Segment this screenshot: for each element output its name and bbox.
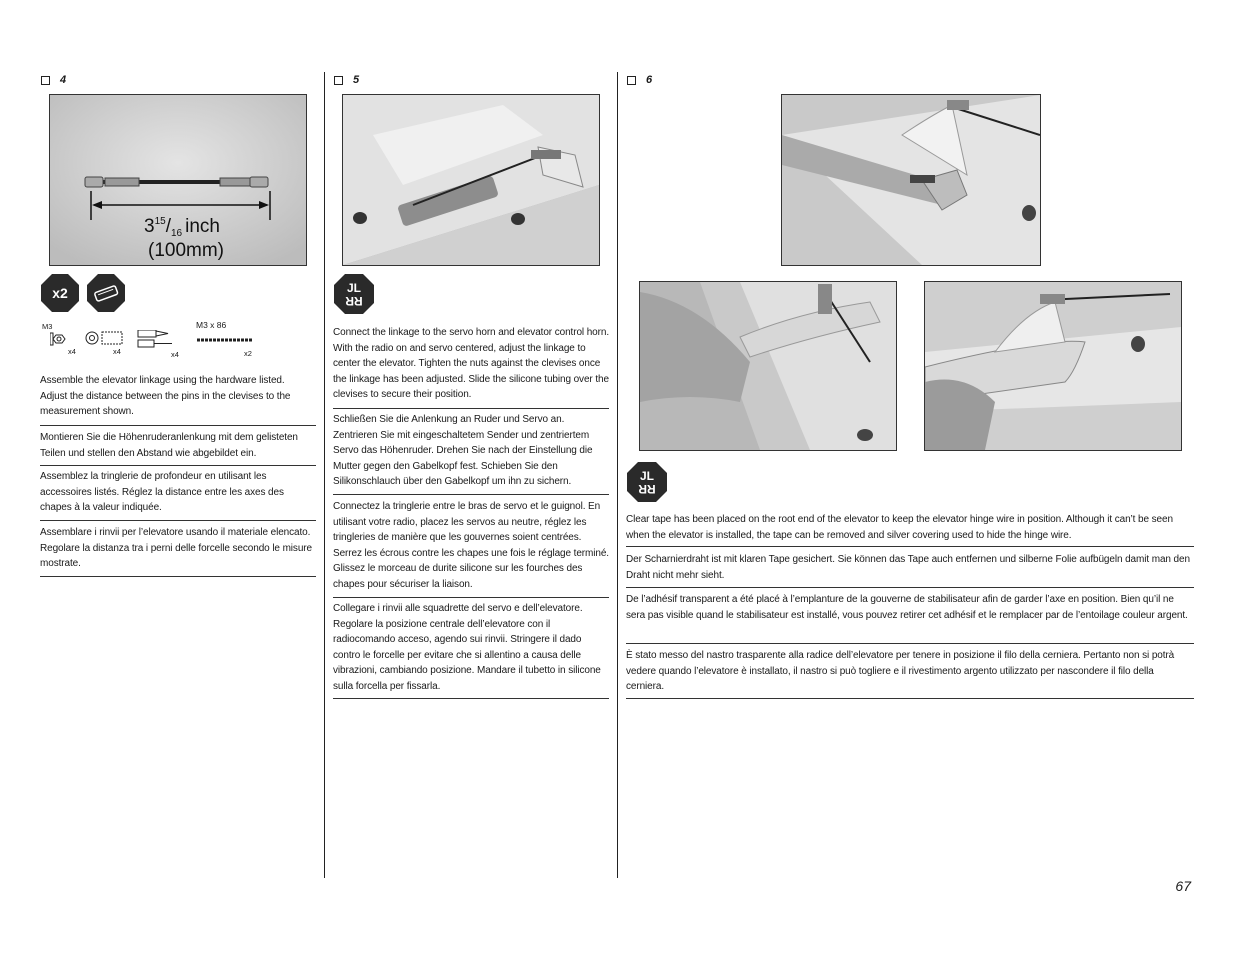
hinge-wire-illustration — [640, 282, 896, 450]
text-it: Assemblare i rinvii per l’elevatore usando il materiale elencato. Regolare la distanza tra i perni delle forcelle secondo le misure mostrate. — [40, 527, 312, 569]
step-4-header — [41, 74, 66, 86]
step-6-header — [627, 74, 652, 86]
dim-main: 3 — [144, 216, 155, 237]
text-de: Der Scharnierdraht ist mit klaren Tape gesichert. Sie können das Tape auch entfernen und silberne Folie aufbügeln damit man den Draht nicht mehr sieht. — [626, 554, 1190, 581]
hardware-icons — [50, 330, 260, 348]
divider — [40, 520, 316, 521]
column-divider — [617, 72, 618, 878]
divider — [333, 597, 609, 598]
step-5-header — [334, 74, 359, 86]
dim-sup: 15 — [154, 216, 166, 227]
text-fr: Connectez la tringlerie entre le bras de servo et le guignol. En utilisant votre radio, placez les servos au neutre, réglez les tringleries de manière que les gouvernes soient centrées. Serrez les écrous contre les chapes une fois le réglage terminé. Glissez le morceau de durite silicone sur les fourches des chapes pour sécuriser la liaison. — [333, 501, 609, 590]
x2-icon — [40, 273, 80, 313]
svg-text:RR: RR — [345, 294, 363, 308]
divider — [40, 465, 316, 466]
text-en: Assemble the elevator linkage using the hardware listed. Adjust the distance between the pins in the clevises to the measurement shown. — [40, 375, 291, 417]
text-de: Schließen Sie die Anlenkung an Ruder und Servo an. Zentrieren Sie mit eingeschaltetem Sender und zentriertem Servo das Höhenruder. Drehen Sie nach der Einstellung die Mutter gegen den Gabelkopf fest. Schieben Sie den Silikonschlauch über den Gabelkopf um ihn zu sichern. — [333, 414, 593, 487]
text-de: Montieren Sie die Höhenruderanlenkung mit dem gelisteten Teilen und stellen den Abstand wie abgebildet ein. — [40, 432, 298, 459]
checkbox-icon[interactable] — [41, 76, 50, 85]
step-number: 6 — [646, 74, 653, 86]
dim-unit: inch — [185, 216, 220, 237]
svg-text:RR: RR — [638, 482, 656, 496]
divider — [333, 408, 609, 409]
servo-connection-photo — [342, 94, 600, 266]
checkbox-icon[interactable] — [627, 76, 636, 85]
divider — [333, 494, 609, 495]
divider — [626, 546, 1194, 547]
svg-text:JL: JL — [346, 281, 362, 295]
divider — [626, 587, 1194, 588]
dim-sub: 16 — [170, 228, 183, 239]
divider — [626, 643, 1194, 644]
text-en: Clear tape has been placed on the root end of the elevator to keep the elevator hinge wire in position. Although it can’t be seen when the elevator is installed, the tape can be removed and silver covering used to hide the hinge wire. — [626, 514, 1173, 541]
text-fr: De l’adhésif transparent a été placé à l’emplanture de la gouverne de stabilisateur afin de garder l’axe en position. Bien qu’il ne sera pas visible quand le stabilisateur est installé, vous pouvez retirer cet adhésif et le remplacer par de l’entoilage couleur argent. — [626, 594, 1188, 621]
hw-qty: x4 — [113, 347, 121, 356]
svg-text:JL: JL — [639, 469, 655, 483]
text-fr: Assemblez la tringlerie de profondeur en utilisant les accessoires listés. Réglez la distance entre les axes des chapes à la valeur indiquée. — [40, 471, 284, 513]
divider — [333, 698, 609, 699]
hinge-wire-photo — [639, 281, 897, 451]
elevator-root-photo — [781, 94, 1041, 266]
hw-qty: x4 — [171, 350, 179, 359]
step-number: 5 — [353, 74, 360, 86]
svg-text:315/16inch: $3^{15}/_{16}$ inch — [144, 216, 220, 239]
hw-qty: x2 — [244, 349, 252, 358]
column-divider — [324, 72, 325, 878]
linkage-illustration — [50, 95, 306, 265]
hw-label-m3x86: M3 x 86 — [196, 320, 227, 330]
hw-label-m3: M3 — [42, 322, 53, 331]
divider — [40, 425, 316, 426]
wrench-icon — [86, 273, 126, 313]
text-it: Collegare i rinvii alle squadrette del servo e dell’elevatore. Regolare la posizione centrale dell’elevatore con il radiocomando acceso, agendo sui rinvii. Stringere il dado contro le forcelle per evitare che si allentino a causa delle vibrazioni, cambiando posizione. Mandare il tubetto in silicone sulla forcella per fissarla. — [333, 603, 601, 692]
step-number: 4 — [60, 74, 67, 86]
checkbox-icon[interactable] — [334, 76, 343, 85]
hinge-tool-icon — [626, 461, 668, 503]
hinge-tool-icon — [333, 273, 375, 315]
page-number: 67 — [1175, 878, 1191, 894]
linkage-photo — [49, 94, 307, 266]
divider — [40, 576, 316, 577]
svg-text:x2: x2 — [52, 285, 68, 301]
text-it: È stato messo del nastro trasparente alla radice dell’elevatore per tenere in posizione il filo della cerniera. Pertanto non si potrà vedere quando l’elevatore è installato, il nastro si può togliere e il rivestimento argento utilizzato per nascondere il filo della cerniera. — [626, 650, 1175, 692]
dim-metric: (100mm) — [148, 240, 225, 261]
elevator-root-illustration — [782, 95, 1040, 265]
hw-qty: x4 — [68, 347, 76, 356]
servo-illustration — [343, 95, 599, 265]
divider — [626, 698, 1194, 699]
silver-covering-illustration — [925, 282, 1181, 450]
text-en: Connect the linkage to the servo horn and elevator control horn. With the radio on and servo centered, adjust the linkage to center the elevator. Tighten the nuts against the clevises once the linkage has been adjusted. Slide the silicone tubing over the clevises to secure their position. — [333, 327, 609, 400]
silver-covering-photo — [924, 281, 1182, 451]
